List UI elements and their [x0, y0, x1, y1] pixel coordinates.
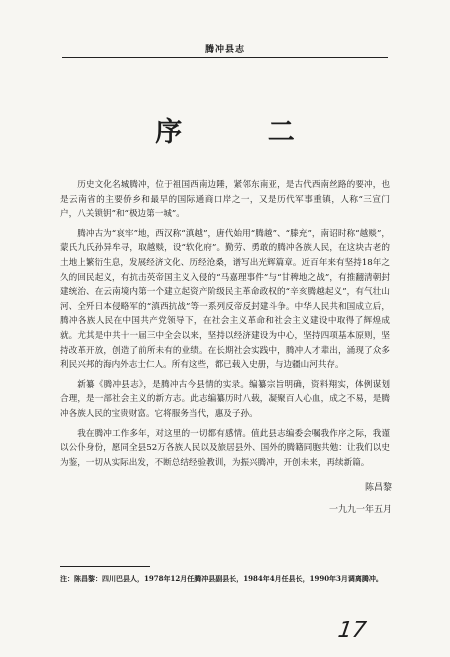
paragraph-1: 历史文化名城腾冲，位于祖国西南边陲，紧邻东南亚，是古代西南丝路的要冲，也是云南省的主要侨乡和最早的国际通商口岸之一，又是历代军事重镇，人称“三宣门户，八关锁钥”和“极边第一城”。	[60, 180, 390, 220]
paragraph-2: 腾冲古为“哀牢”地，西汉称“滇越”，唐代始用“腾越”、“滕充”，南诏时称“越赕”，蒙氏九氏孙异牟寻，取越赕，设“软化府”。勤劳、勇敢的腾冲各族人民，在这块古老的土地上繁衍生息，发展经济文化、历经沧桑，谱写出光辉篇章。近百年来有坚持18年之久的回民起义，有抗击英帝国主义入侵的“马嘉理事件”与“甘稗地之战”，有推翻清朝封建统治、在云南境内第一个建立起资产阶级民主革命政权的“辛亥腾越起义”，有气壮山河、全歼日本侵略军的“滇西抗战”等一系列反帝反封建斗争。中华人民共和国成立后，腾冲各族人民在中国共产党领导下，在社会主义革命和社会主义建设中取得了辉煌成就。尤其是中共十一届三中全会以来，坚持以经济建设为中心，坚持四项基本原则，坚持改革开放，创造了前所未有的业绩。在长期社会实践中，腾冲人才辈出，涌现了众多利民兴邦的海内外志士仁人。所有这些，都已载入史册，与边疆山河共存。	[60, 228, 390, 371]
header-rule	[62, 57, 388, 58]
running-header: 腾冲县志	[204, 45, 245, 55]
footnote-rule	[60, 566, 150, 567]
preface-body	[60, 178, 390, 475]
preface-title: 序 二	[155, 117, 333, 148]
paragraph-3: 新纂《腾冲县志》，是腾冲古今县情的实录。编纂宗旨明确，资料翔实，体例谋划合理，是一部社会主义的新方志。此志编纂历时八载，凝聚百人心血，成之不易，是腾冲各族人民的宝贵财富。它将服务当代，惠及子孙。	[60, 379, 390, 419]
signature-block	[329, 477, 392, 521]
footnote: 注：陈昌黎：四川巴县人，1978年12月任腾冲县副县长，1984年4月任县长，1990年3月调离腾冲。	[60, 574, 383, 583]
page-number: 17	[336, 618, 368, 643]
signature-date: 一九九一年五月	[328, 505, 392, 515]
author-name: 陈昌黎	[364, 483, 392, 493]
paragraph-4: 我在腾冲工作多年，对这里的一切都有感情。值此县志编委会嘱我作序之际，我谨以公仆身份，愿同全县52万各族人民以及旅居县外、国外的腾籍同胞共勉：让我们以史为鉴，一切从实际出发，不断总结经验教训，为振兴腾冲，开创未来，再续新篇。	[60, 428, 390, 468]
